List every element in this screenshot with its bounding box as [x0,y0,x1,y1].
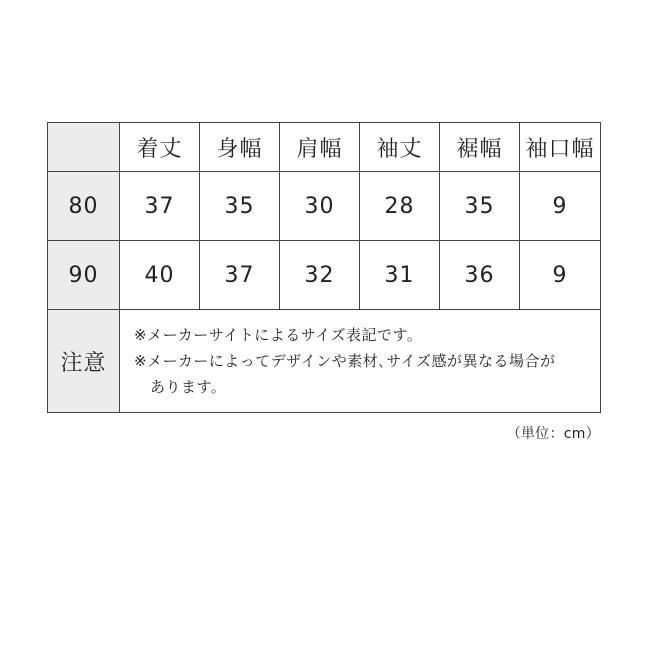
table-cell: 35 [440,172,520,241]
table-cell: 31 [360,241,440,310]
note-line: ※メーカーサイトによるサイズ表記です。 [134,326,423,344]
header-body-width: 身幅 [200,123,280,172]
note-cell [120,310,601,413]
table-cell: 32 [280,241,360,310]
header-length: 着丈 [120,123,200,172]
table-row [48,241,601,310]
unit-label: （単位：cm） [506,426,600,442]
header-hem-width: 裾幅 [440,123,520,172]
header-sleeve-length: 袖丈 [360,123,440,172]
size-table [47,122,601,413]
header-cuff-width: 袖口幅 [520,123,601,172]
header-shoulder-width: 肩幅 [280,123,360,172]
table-cell: 9 [520,241,601,310]
table-cell: 9 [520,172,601,241]
size-label: 90 [48,241,120,310]
header-row [48,123,601,172]
table-cell: 40 [120,241,200,310]
table-cell: 30 [280,172,360,241]
table-cell: 36 [440,241,520,310]
corner-cell [48,123,120,172]
table-cell: 28 [360,172,440,241]
size-label: 80 [48,172,120,241]
table-cell: 37 [120,172,200,241]
note-label: 注意 [48,310,120,413]
table-row [48,172,601,241]
note-line: あります。 [150,378,227,396]
note-line: ※メーカーによってデザインや素材､サイズ感が異なる場合が [134,352,556,370]
table-cell: 37 [200,241,280,310]
note-row [48,310,601,413]
table-cell: 35 [200,172,280,241]
